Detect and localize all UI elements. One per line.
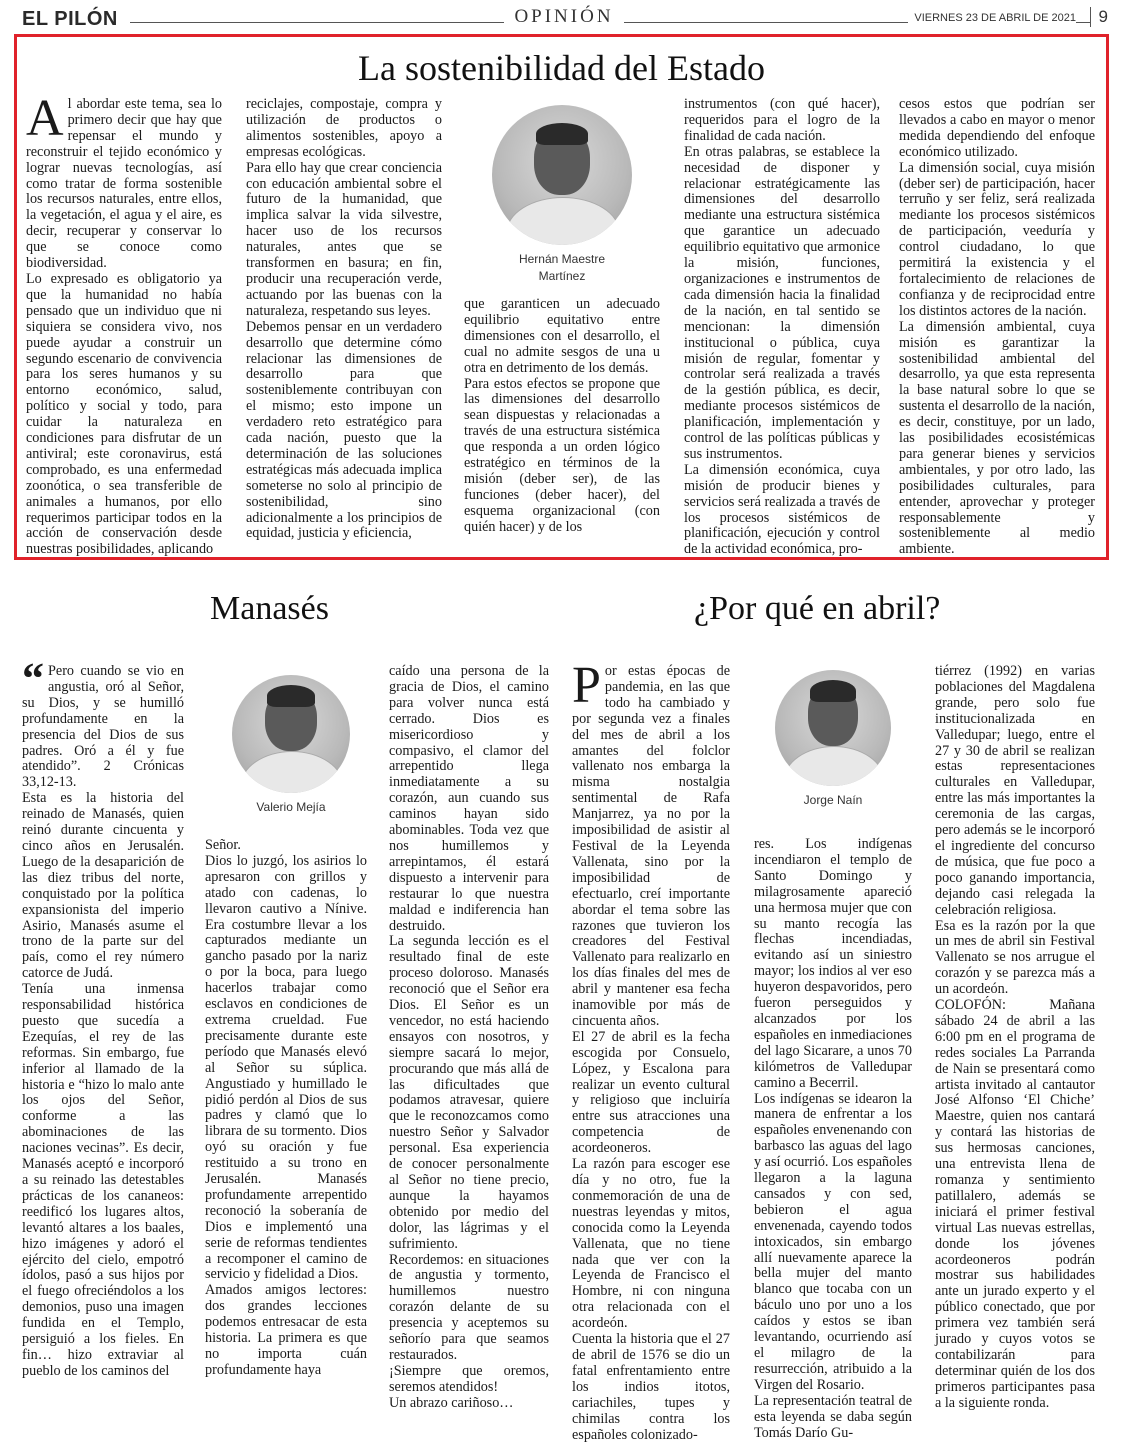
paragraph: En otras palabras, se establece la necesidad de disponer y relacionar estratégicamente las dimensiones del desarrollo mediante una estructura sistémica que garantice un adecuado equilibrio equitativo que armonice la misión, funciones, organizaciones e instrumentos de cada dimensión hacia la finalidad de la nación, en tal sentido se mencionan: la dimensión institucional o pública, cuya misión de regular, fomentar y controlar será realizada a través de la gestión pública, es decir, mediante procesos sistémicos de planificación, implementación y control de las políticas públicas y sus instrumentos. (684, 143, 880, 462)
newspaper-logo: EL PILÓN (22, 8, 118, 30)
abril-column-1 (572, 657, 730, 1443)
paragraph: tiérrez (1992) en varias poblaciones del Magdalena grande, pero solo fue institucionalizada en Valledupar; luego, entre el 27 y 30 de abril se realizan estas representaciones culturales en Valledupar, entre las más importantes la ceremonia de las cargas, pero además se le incorporó el ingrediente del concurso de música, que fue poco a poco ganando importancia, dejando casi relegada la celebración religiosa. (935, 663, 1095, 918)
paragraph: La representación teatral de esta leyenda se daba según Tomás Darío Gu- (754, 1392, 912, 1441)
feature-column-2 (246, 97, 442, 542)
photo-hair (267, 685, 315, 707)
paragraph (26, 90, 222, 272)
abril-column-3 (935, 664, 1095, 1412)
paragraph: Lo expresado es obligatorio ya que la humanidad no había pensado que un individuo que ni siquiera se considera vivo, nos puede ayudar a construir un segundo escenario de convivencia para los seres humanos y su entorno económico, salud, político y social y todo, para cuidar la naturaleza en condiciones para disfrutar de un antiviral; este coronavirus, está comprobado, es una enfermedad zoonótica, o sea transferible de animales a humanos, por ello requerimos participar todos en la acción de conservación desde nuestras posibilidades, aplicando (26, 270, 222, 558)
paragraph: Debemos pensar en un verdadero desarrollo que determine cómo relacionar las dimensiones de desarrollo para que sosteniblemente contribuyan con el mismo; esto impone un verdadero reto estratégico para cada nación, puesto que la determinación de las soluciones estratégicas más adecuada implica someterse no solo al principio de sostenibilidad, sino adicionalmente a los principios de equidad, justicia y eficiencia, (246, 318, 442, 542)
section-label: OPINIÓN (504, 6, 623, 27)
paragraph: Amados amigos lectores: dos grandes lecciones podemos entresacar de esta historia. La primera es que no importa cuán profundamente haya (205, 1282, 367, 1378)
manases-title: Manasés (210, 590, 329, 627)
paragraph: La dimensión económica, cuya misión de producir bienes y servicios será realizada a través de los procesos sistémicos de planificación, ejecución y control de la actividad económica, pro- (684, 461, 880, 558)
photo-shoulders (783, 746, 885, 786)
drop-cap: A (26, 90, 64, 147)
abril-title: ¿Por qué en abril? (694, 590, 941, 627)
feature-title: La sostenibilidad del Estado (358, 48, 765, 88)
photo-hair (536, 123, 588, 145)
manases-column-1 (22, 654, 184, 1380)
paragraph (572, 657, 730, 1030)
author-photo (775, 670, 891, 786)
paragraph: Los indígenas se idearon la manera de enfrentar a los españoles envenenando con barbasco las aguas del lago y así ocurrió. Los españoles llegaron a la laguna cansados y con sed, bebieron el agua envenenada, cayendo todos intoxicados, sin embargo allí nuevamente aparece la bella mujer del manto blanco que tocaba con un báculo uno por uno a los caídos y estos se iban levantando, ocurriendo así el milagro de la resurrección, atribuido a la Virgen del Rosario. (754, 1090, 912, 1393)
paragraph: Un abrazo cariñoso… (389, 1394, 514, 1411)
page-header (0, 0, 1128, 34)
paragraph: Para ello hay que crear conciencia con educación ambiental sobre el futuro de la humanidad, que implica salvar la vida silvestre, hacer uso de los recursos naturales, antes que se transformen en basura; en fin, producir una recuperación verde, actuando por las buenas con la naturaleza, respetando sus leyes. (246, 159, 442, 319)
manases-column-2 (205, 838, 367, 1379)
photo-shoulders (506, 197, 620, 245)
author-photo (232, 675, 350, 793)
photo-shoulders (240, 751, 344, 793)
paragraph: instrumentos (con qué hacer), requeridos para el logro de la finalidad de cada nación. (684, 96, 880, 144)
feature-article-box (14, 34, 1109, 560)
feature-column-5 (899, 97, 1095, 558)
drop-cap: P (572, 657, 601, 714)
paragraph: Esa es la razón por la que un mes de abril sin Festival Vallenato se nos arrugue el corazón y se parezca más a un acordeón. (935, 917, 1095, 998)
author-photo-block (464, 105, 660, 285)
paragraph: La dimensión social, cuya misión (deber ser) de participación, hacer terruño y ser feliz, será realizada mediante los procesos sistémicos de participación, veeduría y control ciudadano, lo que permitirá la existencia y el fortalecimiento de relaciones de confianza y de reciprocidad entre los distintos actores de la nación. (899, 159, 1095, 319)
paragraph: que garanticen un adecuado equilibrio equitativo entre dimensiones con el desarrollo, el cual no admite sesgos de una u otra en detrimento de los demás. (464, 296, 660, 376)
paragraph: reciclajes, compostaje, compra y utilización de productos o alimentos sostenibles, apoyo a empresas ecológicas. (246, 96, 442, 160)
author-name: Valerio Mejía (256, 800, 326, 814)
paragraph: res. Los indígenas incendiaron el templo de Santo Domingo y milagrosamente apareció una hermosa mujer que con su manto recogía las flechas incendiadas, evitando así un siniestro mayor; los indios al ver eso huyeron despavoridos, pero fueron perseguidos y alcanzados por los españoles en inmediaciones del lago Sicarare, a unos 70 kilómetros de Valledupar camino a Becerril. (754, 836, 912, 1091)
paragraph: El 27 de abril es la fecha escogida por Consuelo, López, y Escalona para realizar un evento cultural y religioso que incluiría entre sus atracciones una competencia de acordeoneros. (572, 1028, 730, 1157)
feature-column-4 (684, 97, 880, 558)
quote-mark: “ (22, 654, 44, 703)
paragraph: ¡Siempre que oremos, seremos atendidos! (389, 1362, 549, 1395)
paragraph-text: Pero cuando se vio en angustia, oró al Señor, su Dios, y se humilló profundamente en la presencia del Dios de sus padres. Oró a él y fue atendido”. 2 Crónicas 33,12-13. (22, 663, 184, 791)
paragraph: Cuenta la historia que el 27 de abril de 1576 se dio un fatal enfrentamiento entre los indios itotos, cariachiles, tupes y chimilas contra los españoles colonizado- (572, 1331, 730, 1443)
author-name: Jorge Naín (803, 793, 863, 807)
abril-column-2 (754, 837, 912, 1441)
photo-hair (810, 680, 856, 702)
paragraph: Recordemos: en situaciones de angustia y tormento, humillemos nuestro corazón delante de su presencia y aceptemos su señorío para que seamos restaurados. (389, 1251, 549, 1363)
feature-column-3 (464, 297, 660, 536)
paragraph: La segunda lección es el resultado final de este proceso doloroso. Manasés reconoció que el Señor era Dios. El Señor es un vencedor, no está haciendo ensayos con nosotros, y siempre sacará lo mejor, procurando que más allá de las dificultades que podamos atravesar, quiere que le reconozcamos como nuestro Señor y Salvador personal. Esa experiencia de conocer personalmente al Señor no tiene precio, aunque la hayamos obtenido por medio del dolor, las lágrimas y el sufrimiento. (389, 933, 549, 1252)
feature-column-1 (26, 90, 222, 558)
paragraph: Dios lo juzgó, los asirios lo apresaron con grillos y atado con cadenas, lo llevaron cautivo a Nínive. Era costumbre llevar a los capturados mediante un gancho pasado por la nariz o por la boca, para luego hacerlos trabajar como esclavos en condiciones de extrema crueldad. Fue precisamente durante este período que Manasés elevó al Señor su súplica. Angustiado y humillado le pidió perdón al Dios de sus padres y clamó que lo librara de su tormento. Dios oyó su oración y fue restituido a su trono en Jerusalén. Manasés profundamente arrepentido reconoció la soberanía de Dios e implementó una serie de reformas tendientes a recomponer el camino de servicio y fidelidad a Dios. (205, 852, 367, 1283)
manases-column-3 (389, 664, 549, 1412)
paragraph: caído una persona de la gracia de Dios, el camino para volver nunca está cerrado. Dios es misericordioso y compasivo, el clamor del arrepentido llega inmediatamente a su corazón, aun cuando sus caminos hayan sido abominables. Toda vez que nos humillemos y arrepintamos, él estará dispuesto a intervenir para restaurar lo que nuestra maldad e indiferencia han destruido. (389, 663, 549, 934)
paragraph: Esta es la historia del reinado de Manasés, quien reinó durante cincuenta y cinco años en Jerusalén. Luego de la desaparición de las diez tribus del norte, conquistado por la política expansionista del imperio Asirio, Manasés asume el trono de la parte sur del país, como el rey número catorce de Judá. (22, 790, 184, 982)
paragraph: La dimensión ambiental, cuya misión es garantizar la sostenibilidad ambiental del desarrollo, ya que esta representa la base natural sobre lo que se sustenta el desarrollo de la nación, es decir, constituye, por un lado, las posibilidades ecosistémicas para generar bienes y servicios ambientales, y por otro lado, las posibilidades culturales, para entender, aprovechar y proteger responsablemente y sosteniblemente al medio ambiente. (899, 318, 1095, 558)
paragraph-text: l abordar este tema, sea lo primero decir que hay que repensar el mundo y reconstruir el tejido económico y lograr nuevas tecnologías, así como tratar de forma sostenible los recursos naturales, entre ellos, la vegetación, el agua y el aire, es decir, recuperar y conservar lo que se conoce como biodiversidad. (26, 96, 222, 272)
paragraph: La razón para escoger ese día y no otro, fue la conmemoración de una de nuestras leyendas y mitos, conocida como la Leyenda Vallenata, que no tiene nada que ver con la Leyenda de Francisco el Hombre, ni con ninguna otra relacionada con el acordeón. (572, 1156, 730, 1332)
issue-date: VIERNES 23 DE ABRIL DE 2021 (908, 12, 1076, 24)
paragraph (22, 654, 184, 791)
paragraph: Tenía una inmensa responsabilidad histórica puesto que sucedía a Ezequías, el rey de las reformas. Sin embargo, fue inferior al llamado de la historia e “hizo lo malo ante los ojos del Señor, conforme a las abominaciones de las naciones vecinas”. Es decir, Manasés aceptó e incorporó a su reinado las detestables prácticas de los cananeos: reedificó los lugares altos, levantó altares a los baales, hizo imágenes y adoró el ejército del cielo, empotró ídolos, pasó a sus hijos por el fuego ofreciéndolos a los demonios, puso una imagen fundida en el Templo, persiguió a los fieles. En fin… hizo extraviar al pueblo de los caminos del (22, 981, 184, 1379)
page-number: 9 (1090, 7, 1108, 27)
manases-author-block (210, 675, 372, 816)
author-photo (492, 105, 632, 245)
paragraph: cesos estos que podrían ser llevados a cabo en mayor o menor medida dependiendo del enfoque económico utilizado. (899, 96, 1095, 160)
abril-author-block (754, 670, 912, 809)
paragraph: COLOFÓN: Mañana sábado 24 de abril a las 6:00 pm en el programa de redes sociales La Parranda de Nain se presentará como artista invitado al cantautor José Alfonso ‘El Chiche’ Maestre, quien nos cantará y contará las historias de sus hermosas canciones, una entrevista llena de romanza y sentimiento patillalero, además se iniciará el primer festival virtual Las nuevas estrellas, donde los jóvenes acordeoneros podrán mostrar sus habilidades ante un jurado experto y el público conectado, que por primera vez también será jurado y cuyos votos se contabilizarán para determinar quién de los dos primeros participantes pasa a la siguiente ronda. (935, 997, 1095, 1411)
author-name: Hernán Maestre Martínez (518, 252, 606, 283)
paragraph: Señor. (205, 837, 241, 853)
paragraph-text: or estas épocas de pandemia, en las que todo ha cambiado y por segunda vez a finales del mes de abril a los amantes del folclor vallenato nos embarga la misma nostalgia sentimental de Rafa Manjarrez, ya no por la imposibilidad de asistir al Festival de la Leyenda Vallenata, sino por la imposibilidad de efectuarlo, creí importante abordar el tema sobre las razones que tuvieron los creadores del Festival Vallenato para realizarlo en los días finales del mes de abril y mantener esa fecha inamovible por más de cincuenta años. (572, 663, 730, 1029)
paragraph: Para estos efectos se propone que las dimensiones del desarrollo sean dispuestas y relacionadas a través de una estructura sistémica que responda a un orden lógico estratégico en términos de la misión (deber ser), de las funciones (deber hacer), del esquema organizacional (con quién hacer) y de los (464, 375, 660, 535)
